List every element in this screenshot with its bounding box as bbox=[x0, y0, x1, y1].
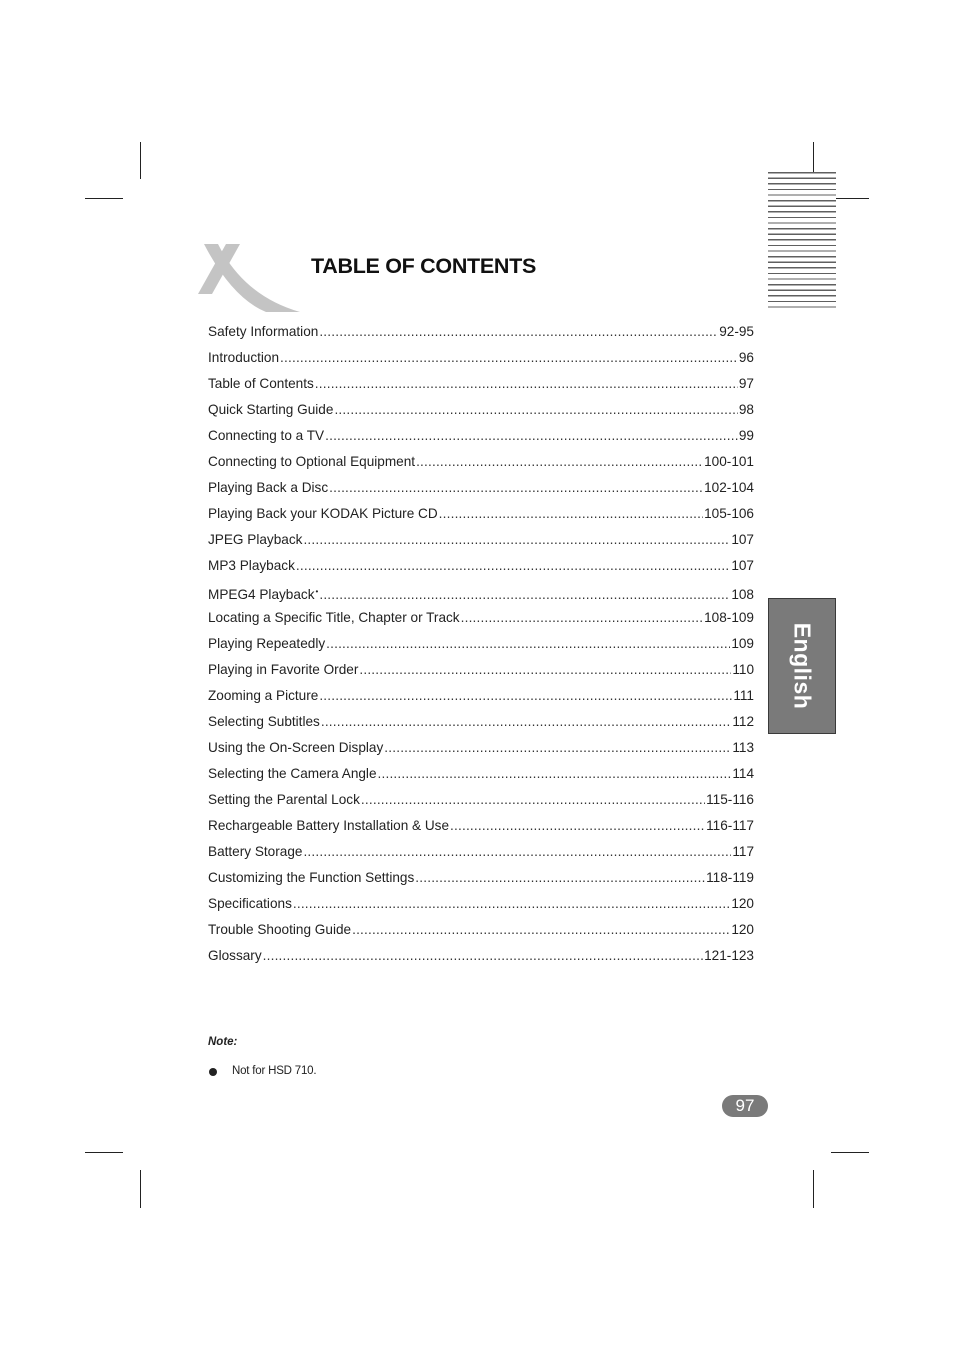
toc-entry bbox=[208, 556, 754, 582]
language-tab-label: English bbox=[789, 622, 816, 710]
toc-entry-title-text: MP3 Playback bbox=[208, 558, 295, 573]
toc-entry-title-text: Customizing the Function Settings bbox=[208, 870, 415, 885]
toc-entry-page: 111 bbox=[733, 688, 754, 703]
toc-entry-page: 102-104 bbox=[704, 480, 754, 495]
toc-entry bbox=[208, 426, 754, 452]
toc-entry-title bbox=[208, 556, 295, 576]
toc-entry-title-text: Selecting the Camera Angle bbox=[208, 766, 377, 781]
x-logo-icon bbox=[196, 240, 306, 314]
toc-entry-title-text: Rechargeable Battery Installation & Use bbox=[208, 818, 450, 833]
toc-entry bbox=[208, 374, 754, 400]
toc-entry-title bbox=[208, 608, 460, 628]
dot-leader bbox=[450, 816, 705, 836]
crop-mark bbox=[140, 1170, 141, 1208]
toc-entry bbox=[208, 946, 754, 972]
toc-entry bbox=[208, 634, 754, 660]
toc-entry bbox=[208, 790, 754, 816]
dot-leader bbox=[303, 530, 730, 550]
toc-entry bbox=[208, 920, 754, 946]
toc-entry-title-text: Using the On-Screen Display bbox=[208, 740, 384, 755]
toc-entry bbox=[208, 738, 754, 764]
footnote-mark: • bbox=[315, 587, 319, 596]
toc-entry bbox=[208, 894, 754, 920]
toc-entry bbox=[208, 582, 754, 608]
dot-leader bbox=[334, 400, 737, 420]
page-title: TABLE OF CONTENTS bbox=[311, 254, 537, 278]
toc-entry-title bbox=[208, 712, 320, 732]
toc-entry-page: 109 bbox=[731, 636, 754, 651]
dot-leader bbox=[361, 790, 705, 810]
toc-entry-page: 107 bbox=[731, 558, 754, 573]
dot-leader bbox=[263, 946, 703, 966]
toc-entry-title bbox=[208, 686, 318, 706]
toc-entry-title-text: JPEG Playback bbox=[208, 532, 303, 547]
toc-entry-title-text: Battery Storage bbox=[208, 844, 303, 859]
toc-entry-title bbox=[208, 374, 314, 394]
crop-mark bbox=[831, 1152, 869, 1153]
toc-entry-page: 113 bbox=[732, 740, 754, 755]
dot-leader bbox=[296, 556, 730, 576]
toc-entry-title bbox=[208, 582, 318, 605]
toc-entry-title-text: Selecting Subtitles bbox=[208, 714, 320, 729]
toc-entry-page: 108 bbox=[731, 587, 754, 602]
toc-entry-title bbox=[208, 842, 302, 862]
toc-entry-page: 112 bbox=[732, 714, 754, 729]
dot-leader bbox=[293, 894, 730, 914]
toc-entry-page: 121-123 bbox=[704, 948, 754, 963]
toc-entry-page: 97 bbox=[738, 376, 754, 391]
dot-leader bbox=[326, 634, 730, 654]
toc-entry-title-text: Introduction bbox=[208, 350, 280, 365]
toc-entry-title-text: Glossary bbox=[208, 948, 262, 963]
toc-entry-title-text: Zooming a Picture bbox=[208, 688, 319, 703]
toc-entry-page: 98 bbox=[738, 402, 754, 417]
toc-entry bbox=[208, 764, 754, 790]
toc-entry-title bbox=[208, 660, 358, 680]
toc-entry-page: 116-117 bbox=[706, 818, 754, 833]
toc-entry-title bbox=[208, 816, 449, 836]
crop-mark bbox=[140, 142, 141, 179]
toc-entry bbox=[208, 608, 754, 634]
dot-leader bbox=[378, 764, 732, 784]
toc-entry-title-text: MPEG4 Playback bbox=[208, 587, 315, 602]
toc-entry-page: 118-119 bbox=[706, 870, 754, 885]
dot-leader bbox=[439, 504, 703, 524]
toc-entry-title-text: Locating a Specific Title, Chapter or Track bbox=[208, 610, 460, 625]
dot-leader bbox=[461, 608, 704, 628]
table-of-contents bbox=[208, 322, 754, 972]
toc-entry-title bbox=[208, 738, 383, 758]
toc-entry-title bbox=[208, 348, 279, 368]
toc-entry-title-text: Table of Contents bbox=[208, 376, 314, 391]
language-tab bbox=[768, 598, 836, 734]
toc-entry-page: 107 bbox=[731, 532, 754, 547]
toc-entry-page: 120 bbox=[731, 922, 754, 937]
toc-entry-title-text: Connecting to a TV bbox=[208, 428, 325, 443]
toc-entry-title-text: Playing Back your KODAK Picture CD bbox=[208, 506, 438, 521]
toc-entry-page: 99 bbox=[738, 428, 754, 443]
dot-leader bbox=[416, 452, 703, 472]
toc-entry-title bbox=[208, 504, 438, 524]
toc-entry-title bbox=[208, 790, 360, 810]
toc-entry-title bbox=[208, 322, 318, 342]
toc-entry bbox=[208, 530, 754, 556]
toc-entry-title bbox=[208, 920, 351, 940]
crop-mark bbox=[85, 1152, 123, 1153]
toc-entry-title bbox=[208, 868, 414, 888]
toc-entry-title bbox=[208, 894, 292, 914]
toc-entry-page: 105-106 bbox=[704, 506, 754, 521]
toc-entry-page: 117 bbox=[732, 844, 754, 859]
page-number: 97 bbox=[722, 1095, 768, 1117]
toc-entry-title bbox=[208, 426, 324, 446]
toc-entry bbox=[208, 816, 754, 842]
toc-entry bbox=[208, 504, 754, 530]
toc-entry bbox=[208, 322, 754, 348]
toc-entry bbox=[208, 686, 754, 712]
toc-entry-title-text: Quick Starting Guide bbox=[208, 402, 334, 417]
dot-leader bbox=[329, 478, 703, 498]
crop-mark bbox=[831, 198, 869, 199]
toc-entry-title bbox=[208, 946, 262, 966]
toc-entry bbox=[208, 478, 754, 504]
toc-entry-title-text: Playing Repeatedly bbox=[208, 636, 326, 651]
toc-entry-page: 115-116 bbox=[706, 792, 754, 807]
dot-leader bbox=[325, 426, 738, 446]
toc-entry-title-text: Safety Information bbox=[208, 324, 319, 339]
toc-entry-page: 92-95 bbox=[719, 324, 754, 339]
note-text: Not for HSD 710. bbox=[232, 1065, 317, 1077]
toc-entry-title-text: Specifications bbox=[208, 896, 292, 911]
toc-entry-title bbox=[208, 452, 415, 472]
toc-entry-title bbox=[208, 634, 325, 654]
dot-leader bbox=[319, 686, 732, 706]
toc-entry-page: 108-109 bbox=[704, 610, 754, 625]
crop-mark bbox=[813, 1170, 814, 1208]
toc-entry bbox=[208, 868, 754, 894]
toc-entry-page: 96 bbox=[738, 350, 754, 365]
toc-entry-title-text: Connecting to Optional Equipment bbox=[208, 454, 416, 469]
toc-entry-title bbox=[208, 764, 377, 784]
bullet-icon bbox=[209, 1068, 217, 1076]
toc-entry bbox=[208, 660, 754, 686]
dot-leader bbox=[315, 374, 738, 394]
dot-leader bbox=[384, 738, 731, 758]
dot-leader bbox=[303, 842, 731, 862]
toc-entry-title bbox=[208, 530, 302, 550]
toc-entry-title-text: Playing in Favorite Order bbox=[208, 662, 359, 677]
dot-leader bbox=[319, 585, 730, 605]
toc-entry bbox=[208, 712, 754, 738]
crop-mark bbox=[85, 198, 123, 199]
toc-entry-title-text: Trouble Shooting Guide bbox=[208, 922, 352, 937]
toc-entry-page: 100-101 bbox=[704, 454, 754, 469]
toc-entry bbox=[208, 842, 754, 868]
dot-leader bbox=[321, 712, 731, 732]
note-heading: Note: bbox=[208, 1036, 238, 1048]
dot-leader bbox=[280, 348, 738, 368]
dot-leader bbox=[415, 868, 705, 888]
dot-leader bbox=[319, 322, 718, 342]
toc-entry bbox=[208, 452, 754, 478]
decorative-stripes bbox=[768, 172, 836, 312]
toc-entry-page: 114 bbox=[732, 766, 754, 781]
dot-leader bbox=[359, 660, 731, 680]
toc-entry bbox=[208, 400, 754, 426]
toc-entry-page: 110 bbox=[732, 662, 754, 677]
toc-entry-page: 120 bbox=[731, 896, 754, 911]
toc-entry-title bbox=[208, 400, 333, 420]
dot-leader bbox=[352, 920, 730, 940]
toc-entry bbox=[208, 348, 754, 374]
toc-entry-title-text: Playing Back a Disc bbox=[208, 480, 329, 495]
toc-entry-title bbox=[208, 478, 328, 498]
toc-entry-title-text: Setting the Parental Lock bbox=[208, 792, 360, 807]
